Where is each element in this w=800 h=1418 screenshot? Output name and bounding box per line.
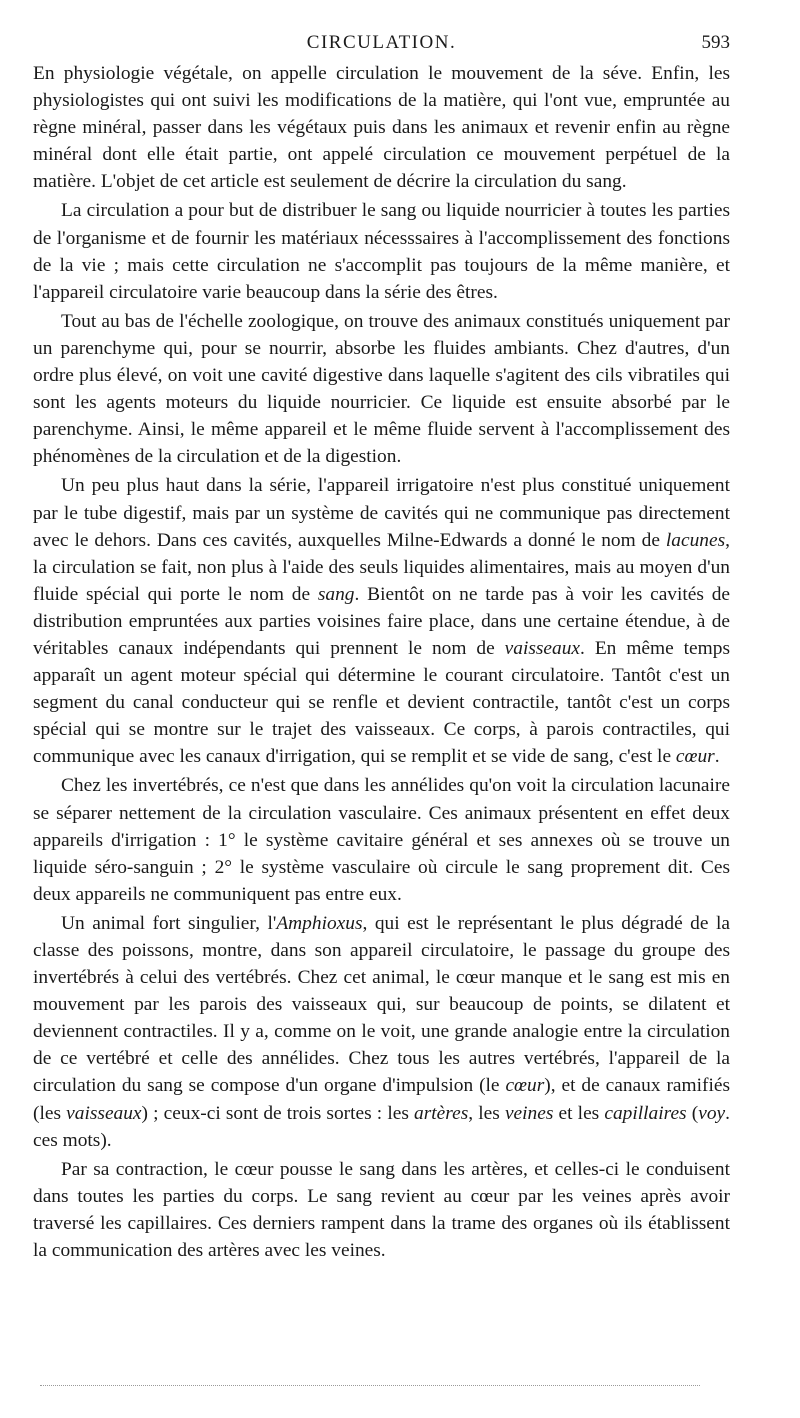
paragraph: [33, 197, 730, 305]
italic-term: lacunes: [665, 529, 726, 551]
paragraph: [33, 910, 730, 1154]
italic-term: vaisseaux: [66, 1102, 142, 1124]
article-body: [33, 60, 730, 1266]
text-run: La circulation a pour but de distribuer le sang ou liquide nourricier à toutes les parties de l'organisme et de fournir les matériaux nécesssaires à l'accomplissement des fonctions de la vie ; mais cette circulation ne s'accomplit pas toujours de la même manière, et l'appareil circulatoire varie beaucoup dans la série des êtres.: [33, 200, 730, 303]
text-run: . En même temps apparaît un agent moteur spécial qui détermine le courant circulatoire. Tantôt c'est un segment du canal conducteur qui se renfle et devient contractile, tantôt c'est un corps spécial qui se montre sur le trajet des vaisseaux. Ce corps, à parois contractiles, qui communique avec les canaux d'irrigation, qui se remplit et se vide de sang, c'est le: [33, 637, 730, 768]
italic-term: cœur: [675, 746, 715, 768]
running-title: CIRCULATION.: [306, 32, 457, 53]
paragraph: [33, 60, 730, 195]
text-run: En physiologie végétale, on appelle circulation le mouvement de la séve. Enfin, les physiologistes qui ont suivi les modifications de la matière, qui l'ont vue, empruntée au règne minéral, passer dans les végétaux puis dans les animaux et revenir enfin au règne minéral dont elle était partie, ont appelé circulation ce mouvement perpétuel de la matière. L'objet de cet article est seulement de décrire la circulation du sang.: [33, 63, 730, 193]
text-run: . ces mots).: [33, 1102, 730, 1151]
italic-term: veines: [504, 1102, 554, 1124]
italic-term: sang: [317, 583, 355, 605]
paragraph: [33, 772, 730, 907]
italic-term: cœur: [505, 1075, 545, 1097]
text-run: Tout au bas de l'échelle zoologique, on trouve des animaux constitués uniquement par un parenchyme qui, pour se nourrir, absorbe les fluides ambiants. Chez d'autres, d'un ordre plus élevé, on voit une cavité digestive dans laquelle s'agitent des cils vibratiles qui sont les agents moteurs du liquide nourricier. Ce liquide est ensuite absorbé par le parenchyme. Ainsi, le même appareil et le même fluide servent à l'accomplissement des phénomènes de la circulation et de la digestion.: [33, 310, 730, 468]
text-run: ), et de canaux ramifiés (les: [33, 1075, 730, 1124]
paragraph: [33, 472, 730, 770]
page-number: 593: [701, 32, 730, 53]
italic-term: capillaires: [604, 1102, 687, 1124]
paragraph: [33, 1156, 730, 1264]
text-run: Un peu plus haut dans la série, l'appareil irrigatoire n'est plus constitué uniquement par le tube digestif, mais par un système de cavités qui ne communique pas directement avec le dehors. Dans ces cavités, auxquelles Milne-Edwards a donné le nom de: [33, 475, 730, 551]
paragraph: [33, 308, 730, 471]
text-run: (: [686, 1102, 699, 1124]
text-run: Chez les invertébrés, ce n'est que dans les annélides qu'on voit la circulation lacunaire se séparer nettement de la circulation vasculaire. Ces animaux présentent en effet deux appareils d'irrigation : 1° le système cavitaire général et ses annexes où se trouve un liquide séro-sanguin ; 2° le système vasculaire où circule le sang proprement dit. Ces deux appareils ne communiquent pas entre eux.: [33, 775, 730, 905]
text-run: ) ; ceux-ci sont de trois sortes : les: [141, 1102, 415, 1124]
text-run: , qui est le représentant le plus dégradé de la classe des poissons, montre, dans son appareil circulatoire, le passage du groupe des invertébrés à celui des vertébrés. Chez cet animal, le cœur manque et le sang est mis en mouvement par les parois des vaisseaux qui, sur beaucoup de points, se dilatent et deviennent contractiles. Il y a, comme on le voit, une grande analogie entre la circulation de ce vertébré et celle des annélides. Chez tous les autres vertébrés, l'appareil de la circulation du sang se compose d'un organe d'impulsion (le: [33, 912, 730, 1097]
italic-term: Amphioxus: [276, 912, 363, 934]
italic-term: vaisseaux: [504, 637, 581, 659]
running-head: [33, 30, 730, 56]
text-run: . Bientôt on ne tarde pas à voir les cavités de distribution empruntées aux parties voisines faire place, dans une certaine étendue, à de véritables canaux indépendants qui prennent le nom de: [33, 583, 731, 659]
footer-rule: [40, 1385, 700, 1386]
italic-term: voy: [698, 1102, 726, 1124]
text-run: .: [714, 746, 720, 768]
italic-term: artères: [414, 1102, 469, 1124]
text-run: Par sa contraction, le cœur pousse le sang dans les artères, et celles-ci le conduisent dans toutes les parties du corps. Le sang revient au cœur par les veines après avoir traversé les capillaires. Ces derniers rampent dans la trame des organes où ils établissent la communication des artères avec les veines.: [33, 1158, 730, 1262]
text-run: Un animal fort singulier, l': [61, 912, 277, 934]
text-run: et les: [553, 1102, 605, 1124]
text-run: , la circulation se fait, non plus à l'aide des seuls liquides alimentaires, mais au moyen d'un fluide spécial qui porte le nom de: [33, 529, 730, 605]
text-run: , les: [468, 1102, 505, 1124]
